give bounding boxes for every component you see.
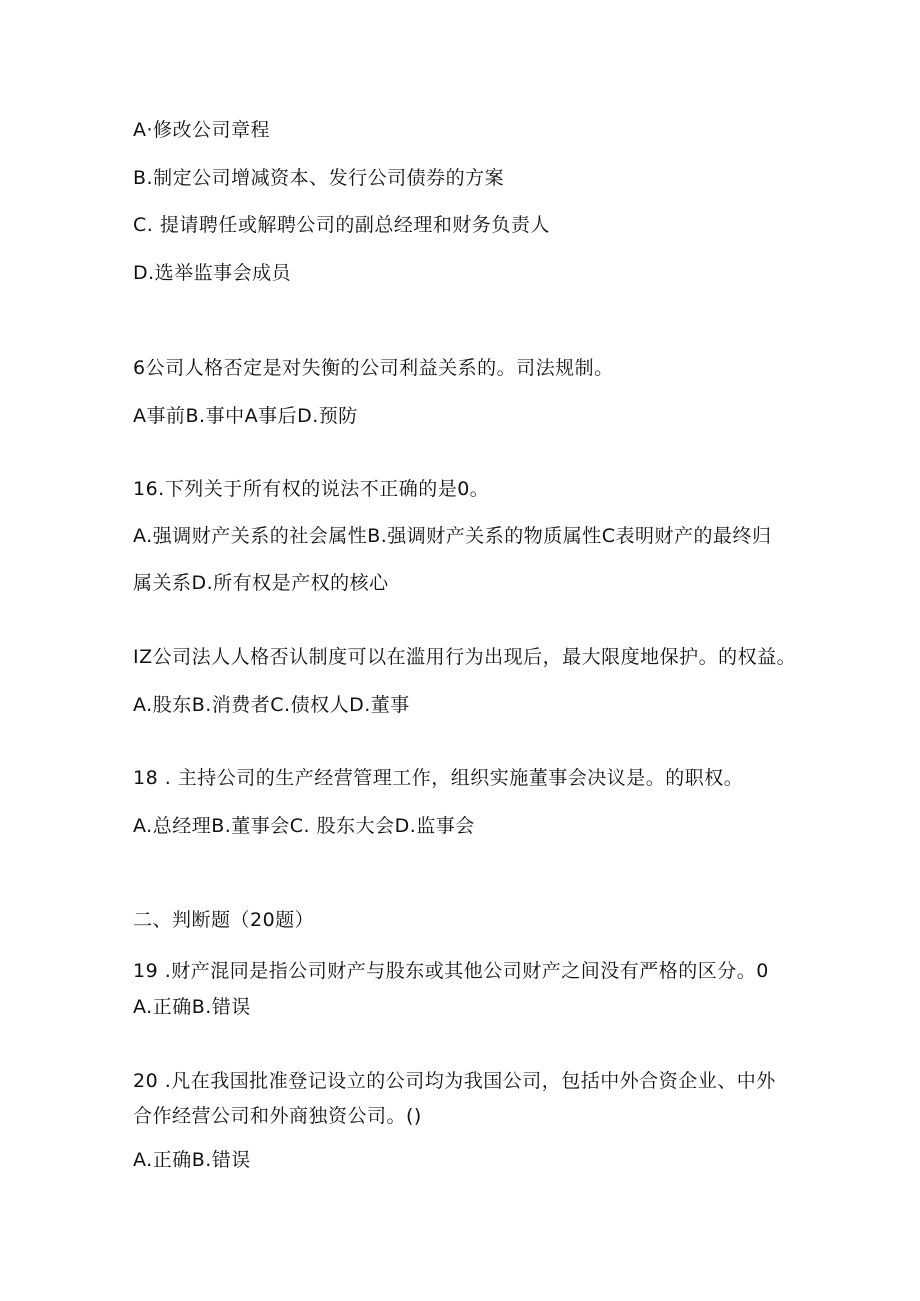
option-a-line: A·修改公司章程: [133, 119, 271, 141]
question-18: 18 . 主持公司的生产经营管理工作，组织实施董事会决议是。的职权。: [133, 767, 744, 789]
question-16-options-line-2: 属关系D.所有权是产权的核心: [133, 572, 389, 594]
question-6-options: A事前B.事中A事后D.预防: [133, 405, 358, 427]
question-16: 16.下列关于所有权的说法不正确的是0。: [133, 478, 490, 500]
option-d-line: D.选举监事会成员: [133, 262, 292, 284]
question-6: 6公司人格否定是对失衡的公司利益关系的。司法规制。: [133, 357, 614, 379]
section-heading: 二、判断题（20题）: [133, 909, 315, 931]
option-c-line: C. 提请聘任或解聘公司的副总经理和财务负责人: [133, 214, 550, 236]
question-19: 19 .财产混同是指公司财产与股东或其他公司财产之间没有严格的区分。0: [133, 960, 769, 982]
question-20-line-1: 20 .凡在我国批准登记设立的公司均为我国公司，包括中外合资企业、中外: [133, 1070, 776, 1092]
question-17: IZ公司法人人格否认制度可以在滥用行为出现后，最大限度地保护。的权益。: [133, 646, 797, 668]
question-19-options: A.正确B.错误: [133, 996, 251, 1018]
question-18-options: A.总经理B.董事会C. 股东大会D.监事会: [133, 815, 475, 837]
question-20-line-2: 合作经营公司和外商独资公司。(): [133, 1105, 422, 1127]
option-b-line: B.制定公司增减资本、发行公司债券的方案: [133, 167, 505, 189]
question-17-options: A.股东B.消费者C.债权人D.董事: [133, 694, 410, 716]
question-20-options: A.正确B.错误: [133, 1149, 251, 1171]
question-16-options-line-1: A.强调财产关系的社会属性B.强调财产关系的物质属性C表明财产的最终归: [133, 525, 772, 547]
